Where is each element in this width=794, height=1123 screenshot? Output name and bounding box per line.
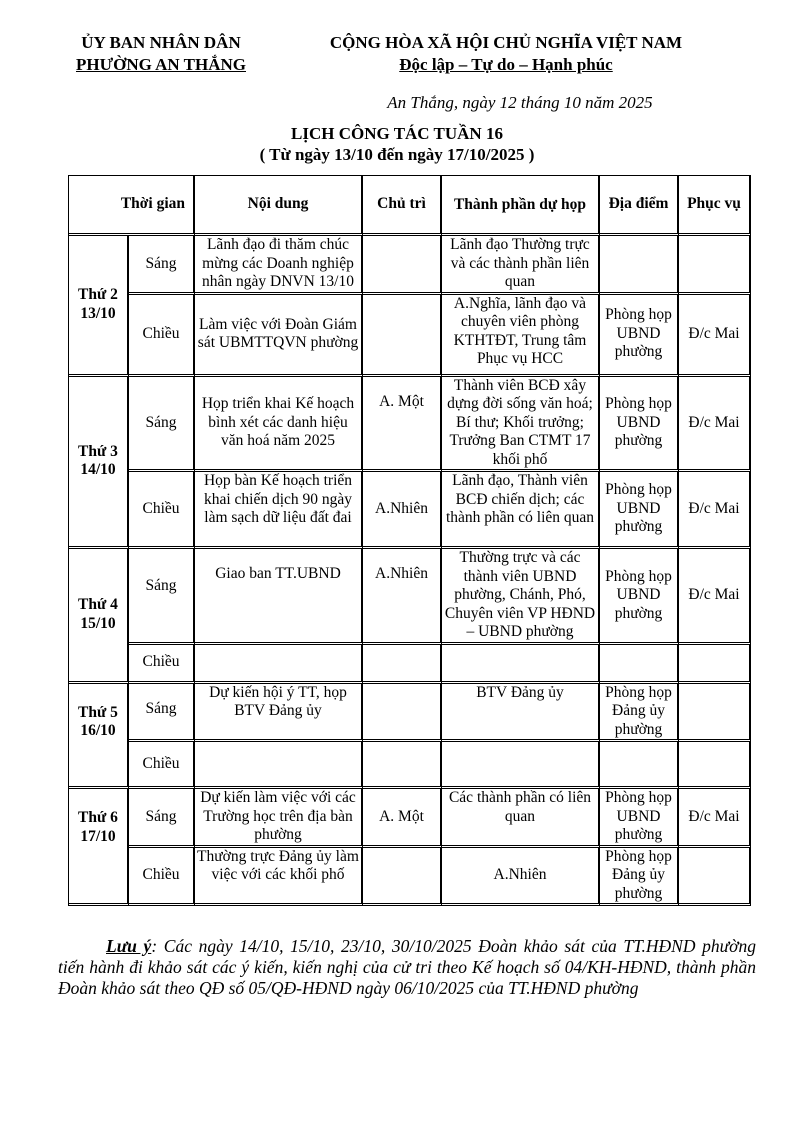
- table-row: [69, 789, 751, 848]
- day-name: Thứ 3: [78, 442, 118, 460]
- participants-cell: Các thành phần có liên quan: [442, 789, 600, 848]
- col-header-time: Thời gian: [69, 176, 195, 236]
- location-cell: Phòng họp UBND phường: [600, 549, 679, 645]
- day-cell: [69, 236, 129, 377]
- day-cell: [69, 377, 129, 550]
- table-row: [69, 684, 751, 743]
- chair-cell: A.Nhiên: [363, 472, 442, 549]
- location-cell: Phòng họp Đảng ủy phường: [600, 848, 679, 907]
- schedule-table: [68, 175, 751, 906]
- day-cell: [69, 549, 129, 684]
- chair-cell: [363, 848, 442, 907]
- participants-cell: Thành viên BCĐ xây dựng đời sống văn hoá; Bí thư; Khối trưởng; Trưởng Ban CTMT 17 khối phố: [442, 377, 600, 473]
- location-cell: Phòng họp UBND phường: [600, 472, 679, 549]
- chair-cell: [363, 742, 442, 789]
- service-cell: [679, 742, 751, 789]
- content-cell: Lãnh đạo đi thăm chúc mừng các Doanh nghiệp nhân ngày DNVN 13/10: [195, 236, 363, 295]
- session-cell: Chiều: [129, 742, 195, 789]
- col-header-participants: Thành phần dự họp: [442, 176, 600, 236]
- chair-cell: [363, 236, 442, 295]
- participants-cell: Lãnh đạo, Thành viên BCĐ chiến dịch; các thành phần có liên quan: [442, 472, 600, 549]
- content-cell: Họp triển khai Kế hoạch bình xét các danh hiệu văn hoá năm 2025: [195, 377, 363, 473]
- location-cell: Phòng họp UBND phường: [600, 377, 679, 473]
- day-name: Thứ 2: [78, 286, 118, 304]
- table-row: [69, 295, 751, 377]
- table-row: [69, 645, 751, 684]
- day-date: 16/10: [80, 722, 116, 739]
- day-date: 14/10: [80, 461, 116, 479]
- table-row: [69, 549, 751, 645]
- service-cell: Đ/c Mai: [679, 295, 751, 377]
- day-name: Thứ 4: [78, 596, 118, 614]
- content-cell: Làm việc với Đoàn Giám sát UBMTTQVN phường: [195, 295, 363, 377]
- session-cell: Sáng: [129, 684, 195, 743]
- session-cell: Sáng: [129, 549, 195, 645]
- session-cell: Chiều: [129, 645, 195, 684]
- session-cell: Sáng: [129, 236, 195, 295]
- issuing-authority: [56, 32, 266, 76]
- location-cell: Phòng họp UBND phường: [600, 789, 679, 848]
- service-cell: Đ/c Mai: [679, 472, 751, 549]
- session-cell: Sáng: [129, 789, 195, 848]
- note-text: : Các ngày 14/10, 15/10, 23/10, 30/10/2025 Đoàn khảo sát của TT.HĐND phường tiến hành đi khảo sát các ý kiến, kiến nghị của cử tri theo Kế hoạch số 04/KH-HĐND, thành phần Đoàn khảo sát theo QĐ số 05/QĐ-HĐND ngày 06/10/2025 của TT.HĐND phường: [58, 936, 756, 998]
- header-row: [69, 176, 751, 236]
- authority-line-2: PHƯỜNG AN THẮNG: [75, 55, 246, 74]
- note-paragraph: [58, 936, 756, 999]
- country-name: CỘNG HÒA XÃ HỘI CHỦ NGHĨA VIỆT NAM: [329, 33, 683, 52]
- table-row: [69, 377, 751, 473]
- day-name: Thứ 5: [78, 703, 118, 721]
- col-header-location: Địa điểm: [600, 176, 679, 236]
- participants-cell: BTV Đảng ủy: [442, 684, 600, 743]
- participants-cell: [442, 742, 600, 789]
- session-cell: Chiều: [129, 295, 195, 377]
- participants-cell: [442, 645, 600, 684]
- location-cell: Phòng họp Đảng ủy phường: [600, 684, 679, 743]
- session-cell: Chiều: [129, 848, 195, 907]
- table-row: [69, 848, 751, 907]
- chair-cell: [363, 684, 442, 743]
- service-cell: [679, 236, 751, 295]
- service-cell: [679, 684, 751, 743]
- note-label: Lưu ý: [106, 936, 152, 956]
- service-cell: [679, 645, 751, 684]
- col-header-content: Nội dung: [195, 176, 363, 236]
- day-date: 17/10: [80, 827, 116, 845]
- location-cell: [600, 742, 679, 789]
- service-cell: Đ/c Mai: [679, 549, 751, 645]
- location-cell: [600, 645, 679, 684]
- col-header-service: Phục vụ: [679, 176, 751, 236]
- session-cell: Sáng: [129, 377, 195, 473]
- day-cell: [69, 789, 129, 906]
- table-row: [69, 236, 751, 295]
- service-cell: [679, 848, 751, 907]
- table-row: [69, 742, 751, 789]
- content-cell: Dự kiến hội ý TT, họp BTV Đảng ủy: [195, 684, 363, 743]
- chair-cell: [363, 645, 442, 684]
- service-cell: Đ/c Mai: [679, 377, 751, 473]
- participants-cell: A.Nhiên: [442, 848, 600, 907]
- content-cell: Giao ban TT.UBND: [195, 549, 363, 645]
- participants-cell: Lãnh đạo Thường trực và các thành phần liên quan: [442, 236, 600, 295]
- day-name: Thứ 6: [78, 809, 118, 826]
- participants-cell: A.Nghĩa, lãnh đạo và chuyên viên phòng KTHTĐT, Trung tâm Phục vụ HCC: [442, 295, 600, 377]
- location-cell: [600, 236, 679, 295]
- authority-line-1: ỦY BAN NHÂN DÂN: [81, 33, 241, 52]
- title-sub: ( Từ ngày 13/10 đến ngày 17/10/2025 ): [259, 145, 535, 164]
- day-date: 15/10: [80, 614, 116, 632]
- chair-cell: A. Một: [363, 789, 442, 848]
- day-cell: [69, 684, 129, 790]
- national-motto: [296, 32, 716, 76]
- col-header-chair: Chủ trì: [363, 176, 442, 236]
- service-cell: Đ/c Mai: [679, 789, 751, 848]
- chair-cell: [363, 295, 442, 377]
- location-cell: Phòng họp UBND phường: [600, 295, 679, 377]
- table-row: [69, 472, 751, 549]
- content-cell: Dự kiến làm việc với các Trường học trên địa bàn phường: [195, 789, 363, 848]
- chair-cell: A. Một: [363, 377, 442, 473]
- day-date: 13/10: [80, 304, 116, 322]
- session-cell: Chiều: [129, 472, 195, 549]
- participants-cell: Thường trực và các thành viên UBND phường, Chánh, Phó, Chuyên viên VP HĐND – UBND phường: [442, 549, 600, 645]
- title-main: LỊCH CÔNG TÁC TUẦN 16: [291, 124, 503, 143]
- document-title: [0, 123, 794, 165]
- document-date: An Thắng, ngày 12 tháng 10 năm 2025: [387, 93, 653, 112]
- motto: Độc lập – Tự do – Hạnh phúc: [399, 55, 613, 74]
- chair-cell: A.Nhiên: [363, 549, 442, 645]
- content-cell: Họp bàn Kế hoạch triển khai chiến dịch 90 ngày làm sạch dữ liệu đất đai: [195, 472, 363, 549]
- content-cell: [195, 742, 363, 789]
- content-cell: Thường trực Đảng ủy làm việc với các khối phố: [195, 848, 363, 907]
- content-cell: [195, 645, 363, 684]
